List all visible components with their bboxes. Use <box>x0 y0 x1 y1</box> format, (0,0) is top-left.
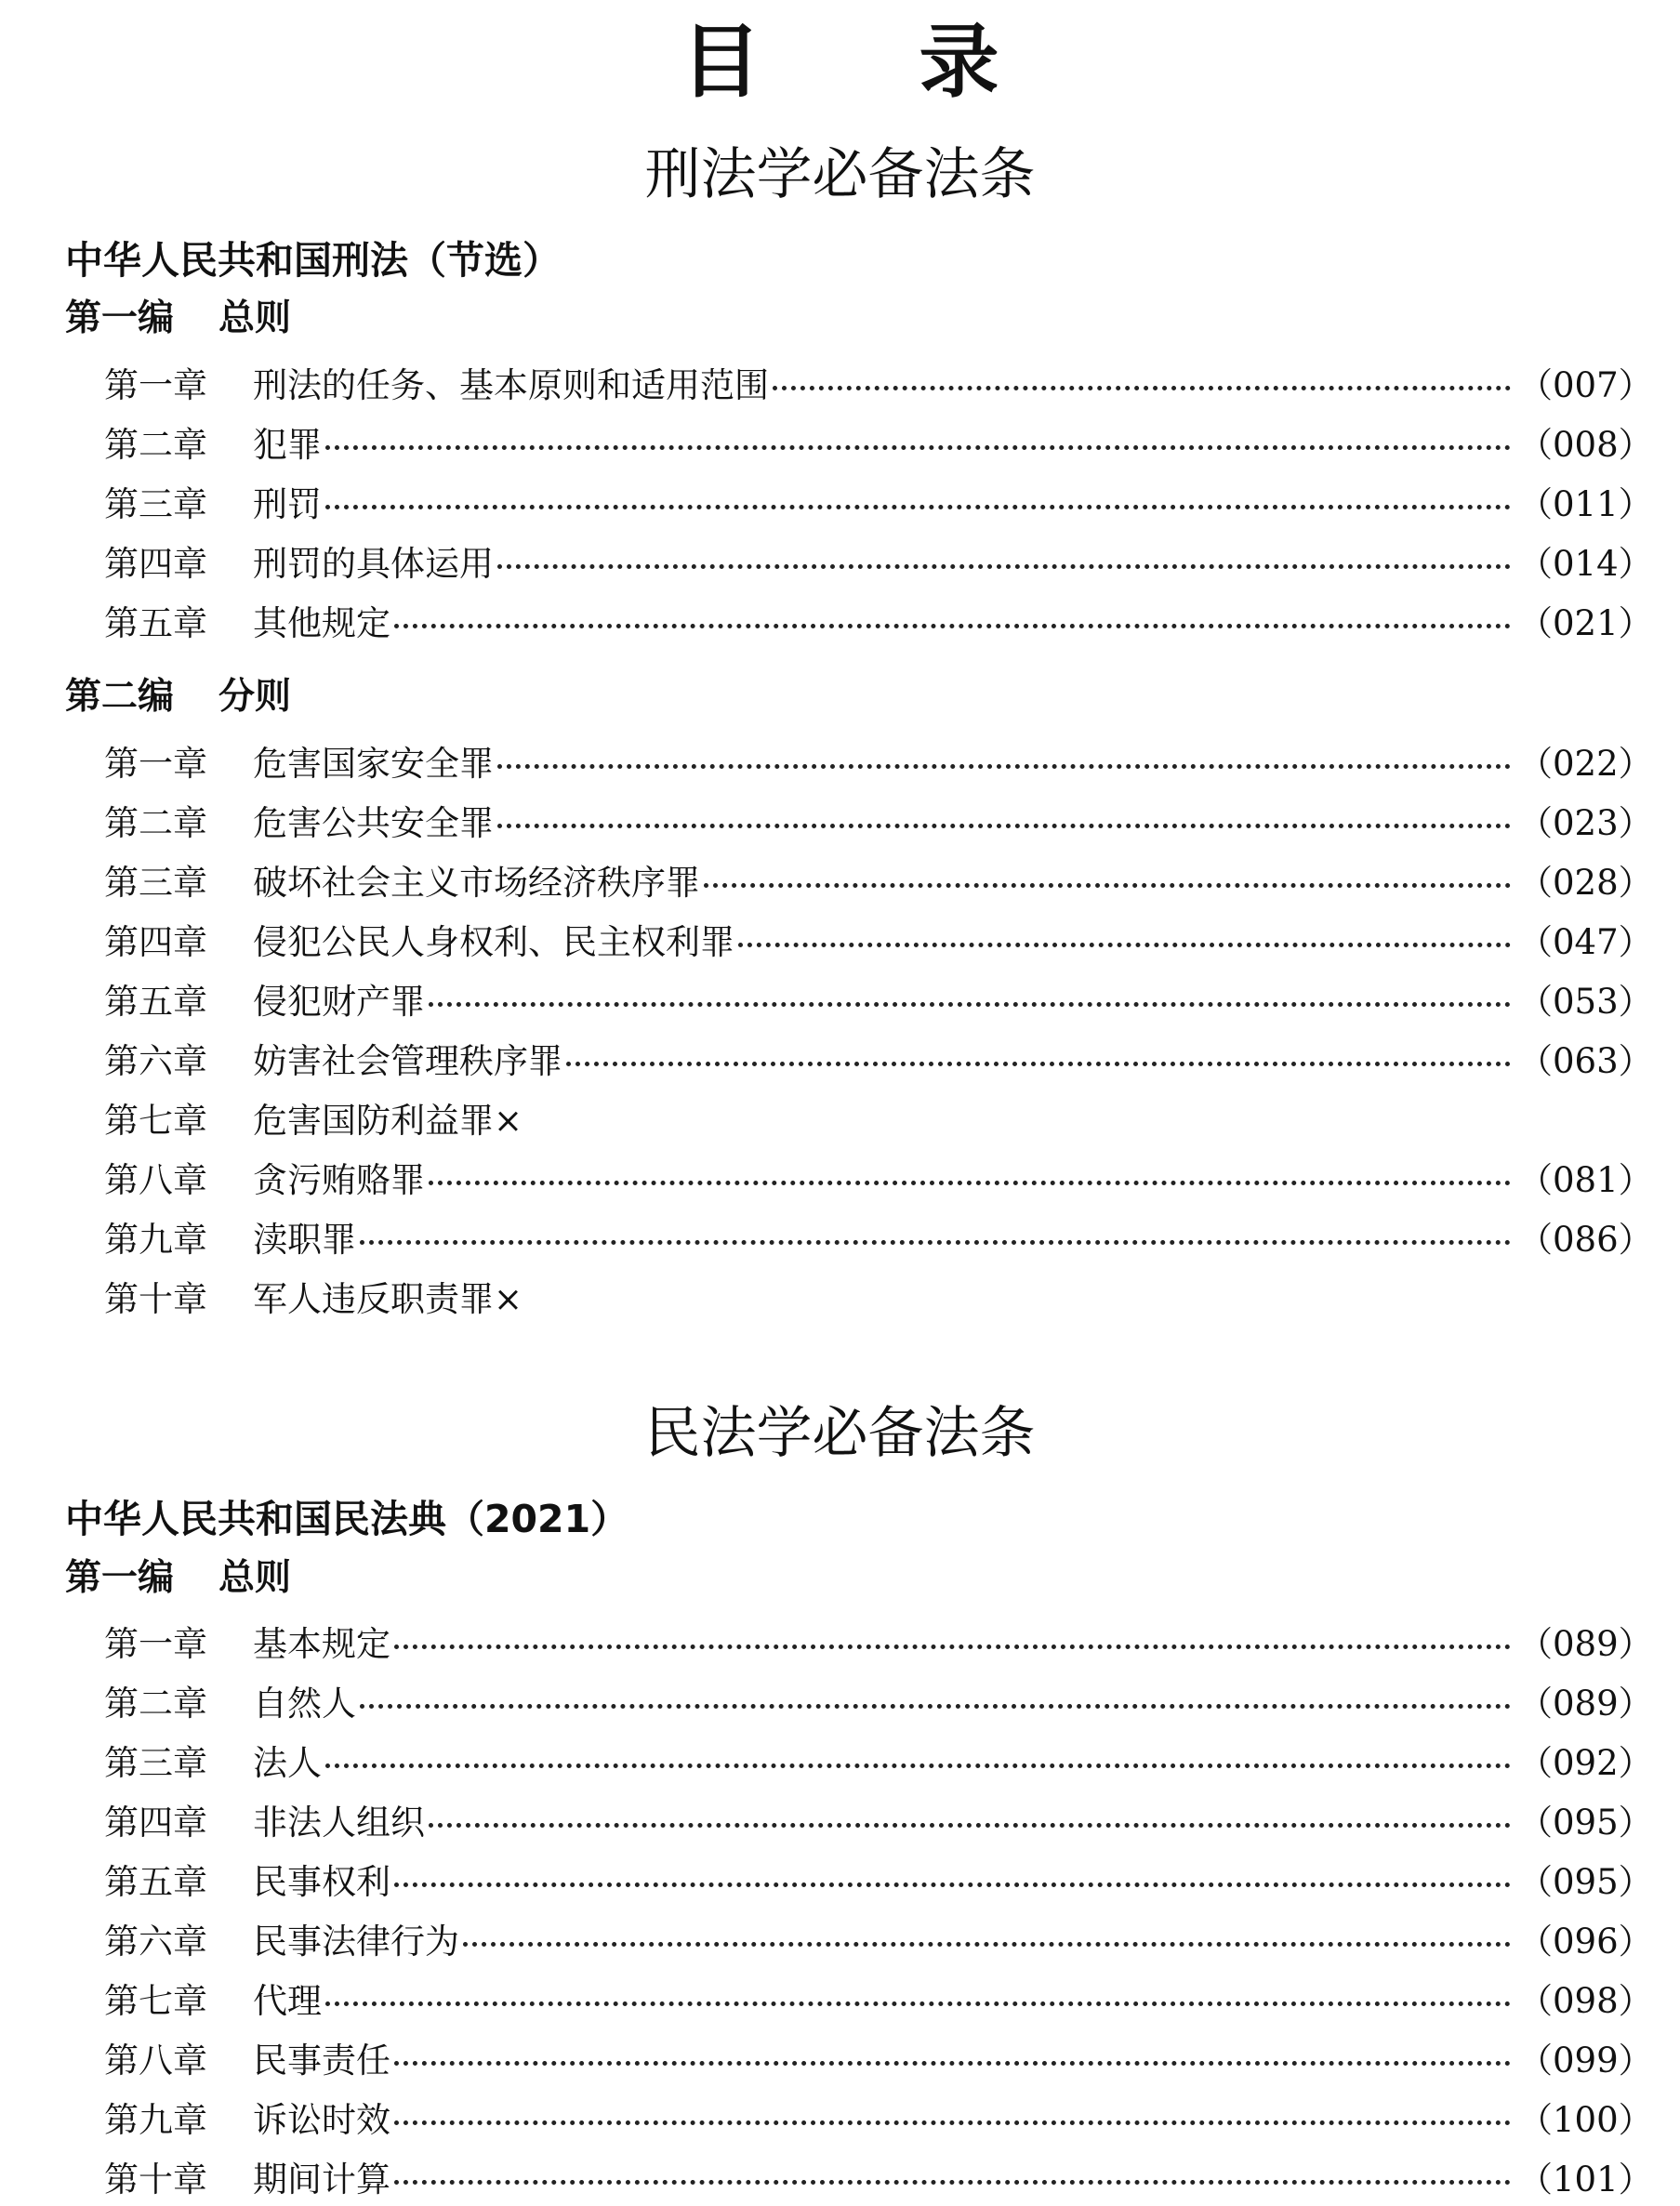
dot-leader <box>394 1882 1511 1887</box>
page-number: （053） <box>1518 982 1653 1022</box>
chapter-number: 第一章 <box>104 365 207 405</box>
chapter-name: 破坏社会主义市场经济秩序罪 <box>253 863 700 903</box>
dot-leader <box>463 1942 1511 1947</box>
chapter-number: 第二章 <box>104 1684 207 1724</box>
part-title <box>65 1552 291 1605</box>
toc-entry[interactable] <box>104 734 1653 786</box>
page-number: （100） <box>1518 2100 1653 2140</box>
toc-entry[interactable] <box>104 1912 1653 1964</box>
dot-leader <box>497 764 1511 769</box>
page-number: （008） <box>1518 425 1653 465</box>
toc-entry[interactable] <box>104 1793 1653 1845</box>
dot-leader <box>738 943 1511 947</box>
chapter-number: 第七章 <box>104 1981 207 2021</box>
dot-leader <box>394 2180 1511 2185</box>
chapter-number: 第九章 <box>104 2100 207 2140</box>
chapter-number: 第六章 <box>104 1041 207 1081</box>
page-number: （047） <box>1518 922 1653 962</box>
chapter-number: 第五章 <box>104 603 207 643</box>
chapter-name: 民事法律行为 <box>253 1922 459 1962</box>
toc-entry[interactable] <box>104 2150 1653 2202</box>
page-number: （011） <box>1518 484 1653 524</box>
dot-leader <box>325 445 1511 450</box>
page-number: （092） <box>1518 1743 1653 1783</box>
page-number: （021） <box>1518 603 1653 643</box>
section-title-civil: 民法学必备法条 <box>644 1401 1036 1466</box>
chapter-number: 第七章 <box>104 1101 207 1141</box>
section-title-criminal: 刑法学必备法条 <box>644 142 1036 207</box>
dot-leader <box>394 2061 1511 2066</box>
page-number: （095） <box>1518 1862 1653 1902</box>
toc-entry[interactable] <box>104 853 1653 905</box>
dot-leader <box>773 386 1511 390</box>
chapter-number: 第四章 <box>104 1803 207 1843</box>
page-number: （098） <box>1518 1981 1653 2021</box>
chapter-name: 其他规定 <box>253 603 390 643</box>
toc-entry[interactable] <box>104 2091 1653 2143</box>
toc-entry[interactable] <box>104 356 1653 408</box>
toc-entry-omitted <box>104 1270 1622 1322</box>
toc-entry[interactable] <box>104 1032 1653 1084</box>
dot-leader <box>394 1645 1511 1649</box>
chapter-name: 代理 <box>253 1981 322 2021</box>
chapter-number: 第十章 <box>104 1279 207 1319</box>
chapter-name: 刑罚的具体运用 <box>253 544 494 584</box>
chapter-number: 第五章 <box>104 982 207 1022</box>
law-title-civil-code: 中华人民共和国民法典（2021） <box>65 1497 629 1541</box>
chapter-number: 第三章 <box>104 1743 207 1783</box>
part-name: 分则 <box>218 676 292 718</box>
dot-leader <box>566 1062 1511 1066</box>
part-number: 第二编 <box>65 676 175 718</box>
toc-entry[interactable] <box>104 794 1653 846</box>
page-number: （095） <box>1518 1803 1653 1843</box>
toc-entry-omitted <box>104 1091 1622 1143</box>
dot-leader <box>704 883 1511 888</box>
toc-entry[interactable] <box>104 1674 1653 1726</box>
dot-leader <box>325 1763 1511 1768</box>
chapter-name: 侵犯公民人身权利、民主权利罪 <box>253 922 734 962</box>
chapter-name: 民事权利 <box>253 1862 390 1902</box>
chapter-name: 诉讼时效 <box>253 2100 390 2140</box>
page-number: （096） <box>1518 1922 1653 1962</box>
toc-entry[interactable] <box>104 1615 1653 1667</box>
page-number: （022） <box>1518 744 1653 784</box>
page-number: （086） <box>1518 1220 1653 1260</box>
dot-leader <box>325 505 1511 509</box>
dot-leader <box>360 1240 1511 1245</box>
chapter-name: 危害国家安全罪 <box>253 744 494 784</box>
chapter-number: 第五章 <box>104 1862 207 1902</box>
toc-entry[interactable] <box>104 1151 1653 1203</box>
chapter-name: 渎职罪 <box>253 1220 356 1260</box>
toc-entry[interactable] <box>104 1210 1653 1262</box>
dot-leader <box>394 2120 1511 2125</box>
chapter-number: 第四章 <box>104 922 207 962</box>
part-title <box>65 293 291 345</box>
toc-entry[interactable] <box>104 594 1653 646</box>
page-number: （089） <box>1518 1624 1653 1664</box>
chapter-number: 第二章 <box>104 803 207 843</box>
part-name: 总则 <box>218 1557 292 1599</box>
chapter-number: 第一章 <box>104 744 207 784</box>
page-number: （023） <box>1518 803 1653 843</box>
part-number: 第一编 <box>65 297 175 339</box>
chapter-name: 刑罚 <box>253 484 322 524</box>
chapter-number: 第四章 <box>104 544 207 584</box>
chapter-name: 妨害社会管理秩序罪 <box>253 1041 562 1081</box>
dot-leader <box>429 1002 1511 1007</box>
chapter-name: 非法人组织 <box>253 1803 425 1843</box>
part-number: 第一编 <box>65 1557 175 1599</box>
page-number: （028） <box>1518 863 1653 903</box>
chapter-name: 民事责任 <box>253 2041 390 2081</box>
toc-entry[interactable] <box>104 1734 1653 1786</box>
chapter-number: 第八章 <box>104 1160 207 1200</box>
dot-leader <box>325 2001 1511 2006</box>
chapter-name: 自然人 <box>253 1684 356 1724</box>
toc-entry[interactable] <box>104 972 1653 1024</box>
dot-leader <box>429 1181 1511 1185</box>
chapter-name: 军人违反职责罪× <box>253 1279 523 1319</box>
chapter-name: 期间计算 <box>253 2160 390 2199</box>
chapter-name: 法人 <box>253 1743 322 1783</box>
chapter-number: 第三章 <box>104 484 207 524</box>
toc-entry[interactable] <box>104 475 1653 527</box>
chapter-name: 侵犯财产罪 <box>253 982 425 1022</box>
part-name: 总则 <box>218 297 292 339</box>
page-number: （063） <box>1518 1041 1653 1081</box>
page-title: 目 录 <box>681 16 1065 109</box>
page-number: （081） <box>1518 1160 1653 1200</box>
page-number: （099） <box>1518 2041 1653 2081</box>
chapter-name: 刑法的任务、基本原则和适用范围 <box>253 365 769 405</box>
chapter-number: 第二章 <box>104 425 207 465</box>
chapter-name: 贪污贿赂罪 <box>253 1160 425 1200</box>
chapter-number: 第一章 <box>104 1624 207 1664</box>
part-title <box>65 671 291 723</box>
toc-entry[interactable] <box>104 2031 1653 2083</box>
toc-entry[interactable] <box>104 1972 1653 2024</box>
dot-leader <box>497 824 1511 828</box>
dot-leader <box>394 624 1511 628</box>
dot-leader <box>360 1704 1511 1709</box>
chapter-number: 第九章 <box>104 1220 207 1260</box>
toc-entry[interactable] <box>104 535 1653 587</box>
chapter-number: 第六章 <box>104 1922 207 1962</box>
chapter-number: 第十章 <box>104 2160 207 2199</box>
chapter-name: 危害国防利益罪× <box>253 1101 523 1141</box>
page-number: （007） <box>1518 365 1653 405</box>
page-number: （014） <box>1518 544 1653 584</box>
page-number: （101） <box>1518 2160 1653 2199</box>
chapter-number: 第三章 <box>104 863 207 903</box>
chapter-name: 基本规定 <box>253 1624 390 1664</box>
toc-entry[interactable] <box>104 1853 1653 1905</box>
law-title-criminal-code: 中华人民共和国刑法（节选） <box>65 238 561 283</box>
toc-entry[interactable] <box>104 913 1653 965</box>
dot-leader <box>497 564 1511 569</box>
dot-leader <box>429 1823 1511 1828</box>
toc-entry[interactable] <box>104 416 1653 468</box>
chapter-name: 危害公共安全罪 <box>253 803 494 843</box>
page-number: （089） <box>1518 1684 1653 1724</box>
chapter-name: 犯罪 <box>253 425 322 465</box>
chapter-number: 第八章 <box>104 2041 207 2081</box>
